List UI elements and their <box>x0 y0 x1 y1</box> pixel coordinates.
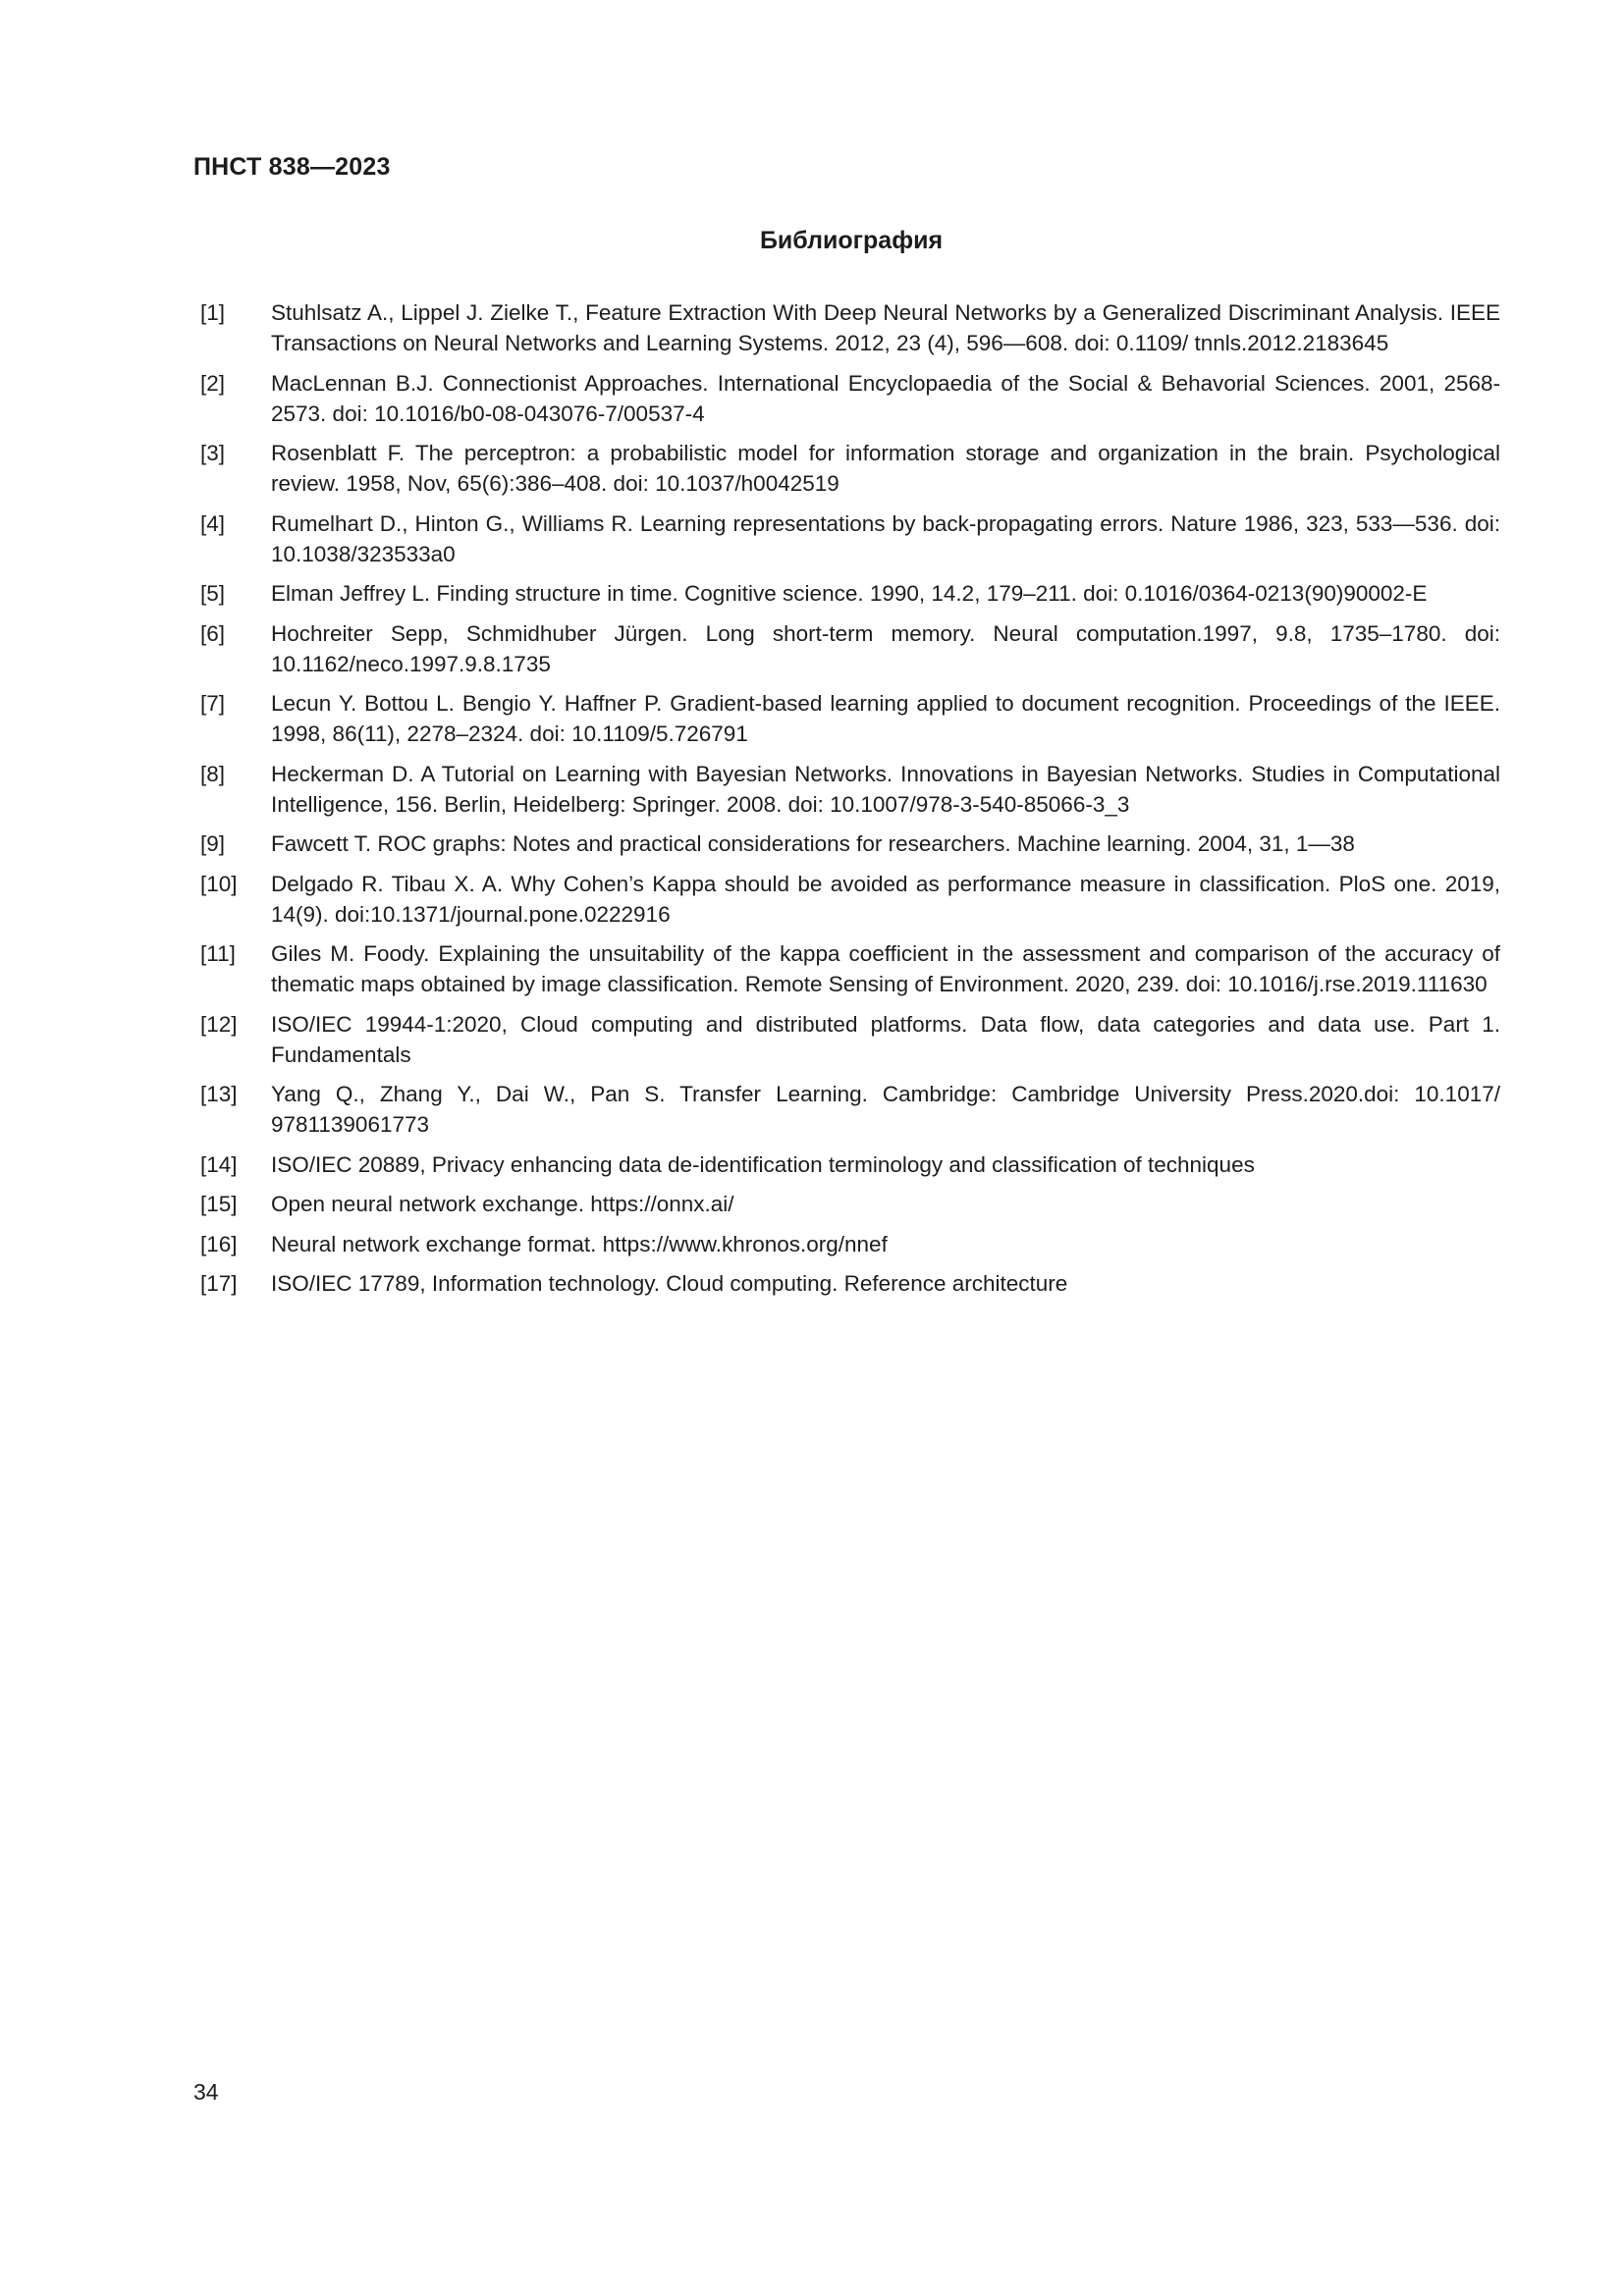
reference-number: [11] <box>200 941 236 966</box>
bibliography-item <box>200 368 1500 429</box>
reference-text: MacLennan B.J. Connectionist Approaches. International Encyclopaedia of the Social & Behavorial Sciences. 2001, 2568-2573. doi: 10.1016/b0-08-043076-7/00537-4 <box>271 370 1500 426</box>
page-number: 34 <box>193 2079 219 2105</box>
bibliography-item <box>200 1079 1500 1140</box>
reference-text: Delgado R. Tibau X. A. Why Cohen’s Kappa should be avoided as performance measure in classification. PloS one. 2019, 14(9). doi:10.1371/journal.pone.0222916 <box>271 871 1500 927</box>
bibliography-item <box>200 297 1500 358</box>
bibliography-item <box>200 759 1500 820</box>
reference-text: Hochreiter Sepp, Schmidhuber Jürgen. Long short-term memory. Neural computation.1997, 9.8, 1735–1780. doi: 10.1162/neco.1997.9.8.1735 <box>271 620 1500 676</box>
bibliography-item <box>200 508 1500 569</box>
reference-number: [2] <box>200 370 226 396</box>
reference-number: [1] <box>200 300 226 325</box>
bibliography-item <box>200 438 1500 499</box>
reference-number: [14] <box>200 1151 238 1177</box>
bibliography-item <box>200 578 1500 609</box>
reference-number: [6] <box>200 620 226 646</box>
reference-number: [3] <box>200 441 226 465</box>
reference-text: ISO/IEC 19944-1:2020, Cloud computing and distributed platforms. Data flow, data categories and data use. Part 1. Fundamentals <box>271 1011 1500 1067</box>
reference-text: Yang Q., Zhang Y., Dai W., Pan S. Transfer Learning. Cambridge: Cambridge University Press.2020.doi: 10.1017/ 9781139061773 <box>271 1082 1500 1137</box>
reference-text: Fawcett T. ROC graphs: Notes and practical considerations for researchers. Machine learning. 2004, 31, 1—38 <box>271 831 1355 856</box>
bibliography-item <box>200 1229 1500 1259</box>
bibliography-item <box>200 1149 1500 1180</box>
bibliography-item <box>200 1189 1500 1219</box>
reference-text: ISO/IEC 17789, Information technology. Cloud computing. Reference architecture <box>271 1271 1068 1296</box>
bibliography-list <box>200 297 1500 1308</box>
reference-text: ISO/IEC 20889, Privacy enhancing data de-identification terminology and classification of techniques <box>271 1151 1255 1177</box>
reference-number: [9] <box>200 831 226 856</box>
reference-text: Neural network exchange format. https://www.khronos.org/nnef <box>271 1231 888 1256</box>
bibliography-item <box>200 938 1500 999</box>
reference-text: Heckerman D. A Tutorial on Learning with Bayesian Networks. Innovations in Bayesian Networks. Studies in Computational Intelligence, 156. Berlin, Heidelberg: Springer. 2008. doi: 10.1007/978-3-540-85066-3_3 <box>271 761 1500 817</box>
document-code: ПНСТ 838—2023 <box>193 153 391 181</box>
reference-text: Open neural network exchange. https://onnx.ai/ <box>271 1192 734 1216</box>
reference-number: [4] <box>200 510 226 536</box>
reference-text: Giles M. Foody. Explaining the unsuitability of the kappa coefficient in the assessment and comparison of the accuracy of thematic maps obtained by image classification. Remote Sensing of Environment. 2020, 239. doi: 10.1016/j.rse.2019.111630 <box>271 941 1500 996</box>
reference-text: Rumelhart D., Hinton G., Williams R. Learning representations by back-propagating errors. Nature 1986, 323, 533—536. doi: 10.1038/323533a0 <box>271 510 1500 566</box>
reference-text: Stuhlsatz A., Lippel J. Zielke T., Feature Extraction With Deep Neural Networks by a Generalized Discriminant Analysis. IEEE Transactions on Neural Networks and Learning Systems. 2012, 23 (4), 596—608. doi: 0.1109/ tnnls.2012.2183645 <box>271 300 1500 355</box>
bibliography-item <box>200 828 1500 859</box>
reference-number: [13] <box>200 1082 238 1106</box>
bibliography-item <box>200 1009 1500 1070</box>
bibliography-item <box>200 869 1500 930</box>
reference-number: [8] <box>200 761 226 786</box>
reference-number: [7] <box>200 691 226 716</box>
reference-number: [15] <box>200 1192 238 1216</box>
bibliography-item <box>200 618 1500 679</box>
reference-number: [12] <box>200 1011 238 1037</box>
reference-number: [17] <box>200 1271 238 1296</box>
reference-number: [5] <box>200 581 226 606</box>
reference-number: [16] <box>200 1231 238 1256</box>
reference-text: Lecun Y. Bottou L. Bengio Y. Haffner P. Gradient-based learning applied to document recognition. Proceedings of the IEEE. 1998, 86(11), 2278–2324. doi: 10.1109/5.726791 <box>271 691 1500 746</box>
bibliography-item <box>200 1268 1500 1299</box>
bibliography-item <box>200 688 1500 749</box>
reference-number: [10] <box>200 871 238 896</box>
reference-text: Elman Jeffrey L. Finding structure in time. Cognitive science. 1990, 14.2, 179–211. doi: 0.1016/0364-0213(90)90002-E <box>271 581 1428 606</box>
reference-text: Rosenblatt F. The perceptron: a probabilistic model for information storage and organization in the brain. Psychological review. 1958, Nov, 65(6):386–408. doi: 10.1037/h0042519 <box>271 441 1500 496</box>
section-title: Библиография <box>759 227 944 254</box>
